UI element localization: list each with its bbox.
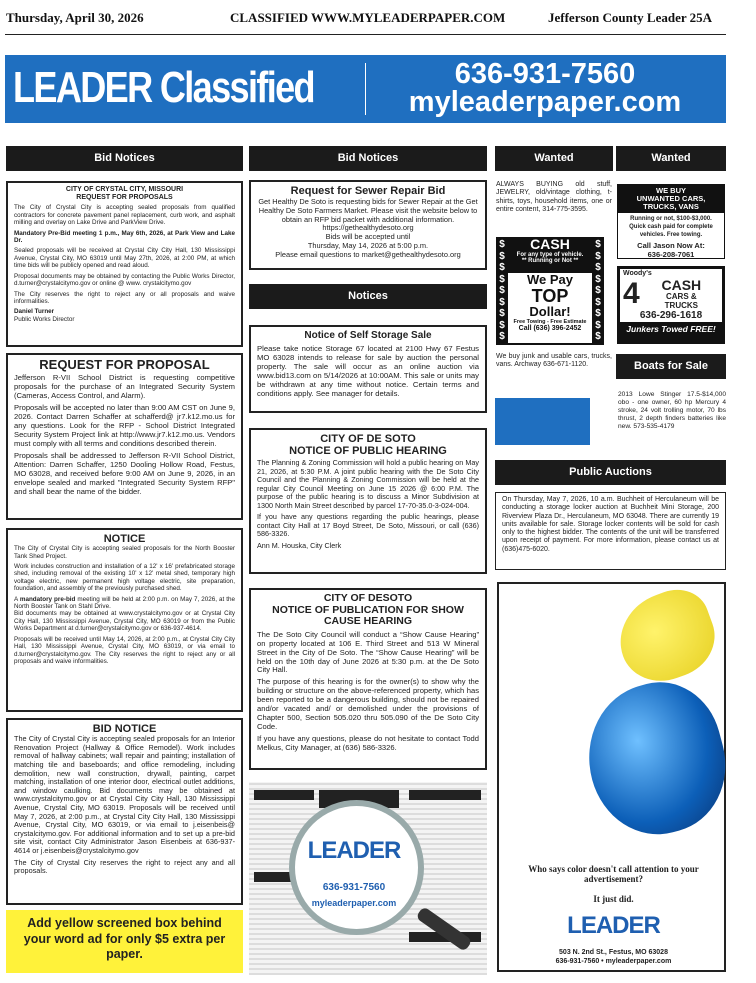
dollar-sign-icons: $ $ $ $ $ $ $ $ $ — [595, 239, 601, 342]
ad-paragraph: Jefferson R-VII School District is requesting competitive proposals for the purchase of an Integrated Security System (Cameras, Access Control, and Alarm). — [14, 373, 235, 401]
ad-line: Running or not, $100-$3,000. Quick cash paid for complete vehicles. Free towing. — [629, 216, 713, 239]
ad-paragraph: Proposals shall be addressed to Jefferson R-VII School District, Attention: Darren Schaffer, 1250 Dooling Hollow Road, Festus, MO 63028, and received before 9:00 AM on June 9, 2026, in an envelope sealed and marked "Integrated Security System RFP" and shall bear the name of the bidder. — [14, 450, 235, 496]
wanted-heading: Wanted — [495, 146, 613, 171]
magnifier-site[interactable]: myleaderpaper.com — [311, 898, 397, 908]
ad-line: Dollar! — [529, 304, 571, 319]
blue-ad-block — [495, 398, 590, 445]
ad-line: UNWANTED CARS, TRUCKS, VANS — [636, 194, 706, 211]
ad-title: BID NOTICE — [92, 723, 157, 735]
paper-page: Jefferson County Leader 25A — [548, 10, 713, 25]
issue-date: Thursday, April 30, 2026 — [6, 10, 144, 25]
ad-line: 4 — [623, 277, 640, 310]
public-auctions-heading: Public Auctions — [495, 460, 726, 485]
ad-paragraph: If you have any questions, please do not hesitate to contact Todd Melkus, City Manager, at (636) 586-3326. — [257, 734, 479, 753]
storage-auction-ad — [495, 492, 726, 570]
signer-role: Public Works Director — [14, 315, 75, 323]
ad-line: CARS & — [666, 292, 697, 301]
ad-phone: Call (636) 396-2452 — [518, 325, 582, 332]
ad-paragraph: Mandatory Pre-Bid meeting 1 p.m., May 6th, 2026, at Park View and Lake Dr. — [14, 229, 235, 245]
ad-paragraph: Proposals will be received until May 14, 2026, at 2:00 p.m., at Crystal City City Hall, 130 Mississippi Avenue, Crystal City, MO 63019, or via email to d.turner@crystalcitymo.gov. The City reserves the right to reject any or all proposals and waive informalities. — [14, 635, 235, 665]
notices-heading: Notices — [249, 284, 487, 309]
section-title: CLASSIFIED WWW.MYLEADERPAPER.COM — [230, 10, 506, 25]
banner-divider — [365, 63, 366, 115]
ad-paragraph: The City of Crystal City reserves the right to reject any and all proposals. — [14, 857, 235, 876]
ad-subtitle: NOTICE OF PUBLICATION FOR SHOW CAUSE HEARING — [272, 603, 464, 628]
banner-site[interactable]: myleaderpaper.com — [408, 86, 682, 118]
ad-paragraph: The City of Crystal City is accepting sealed proposals for an Interior Renovation Project (Hallway & Office Remodel). Work includes removal of hallway cabinets; wall repair and painting; installation of matching tile and baseboards; and office remodeling, including demolition, new wall construction, drywall, painting, carpet matching, installation of one interior door, electrical outlet additions, and window caulking. Bid documents may be obtained at www.crystalcitymo.gov or at Crystal City City Hall, 130 Mississippi Avenue, Crystal City, MO 63019. Proposals will be received until May 7, 2026, at 2:00 p.m., at Crystal City City Hall, 130 Mississippi Avenue, Crystal City, MO 63019, or via email to j.eisenbeis@ crystalcitymo.gov. For additional information and to set up a pre-bid site visit, contact City Administrator Jason Eisenbeis at 636-937-4614 or j.eisenbeis@crystalcitymo.gov — [14, 734, 235, 856]
ad-title: CITY OF DESOTO — [323, 592, 413, 604]
ad-paragraph: The De Soto City Council will conduct a “Show Cause Hearing” on property located at 106 E. Third Street and 513 W Mineral Street in the City of De Soto. The “Show Cause Hearing” will be held on the 10th day of June 2026 at 5:30 p.m. at the De Soto City Hall. — [257, 629, 479, 675]
ad-paragraph: Proposals will be accepted no later than 9:00 AM CST on June 9, 2026. Contact Darren Schaffer at schafferd@ jr7.k12.mo.us for any questions. Look for the RFP - School District Integrated Security System Project link at http://www.jr7.k12.mo.us. Vendors must comply with all terms and conditions described therein. — [14, 403, 235, 448]
wanted-heading: Wanted — [616, 146, 726, 171]
sewer-repair-bid-ad — [249, 180, 487, 270]
yellow-box-promo: Add yellow screened box behind your word ad for only $5 extra per paper. — [6, 910, 243, 973]
ad-line: TOP — [531, 286, 569, 306]
ad-paragraph: The City reserves the right to reject any or all proposals and waive informalities. — [14, 290, 235, 306]
ad-line: WE BUY — [656, 186, 686, 195]
crystal-city-rfp-ad — [6, 181, 243, 347]
boats-for-sale-heading: Boats for Sale — [616, 354, 726, 379]
ad-paragraph: The City of Crystal City is accepting sealed proposals for the North Booster Tank Shed Project. — [14, 545, 235, 560]
desoto-public-hearing-ad — [249, 428, 487, 574]
ad-title: REQUEST FOR PROPOSAL — [39, 357, 210, 372]
ad-paragraph: If you have any questions regarding the public hearings, please contact City Hall at 17 Boyd Street, De Soto, Missouri, or call (636) 586-3326. — [257, 512, 479, 539]
ad-line: Free Towing - Free Estimate — [513, 319, 587, 325]
ad-paragraph: Bid documents may be obtained at www.crystalcitymo.gov or at Crystal City City Hall, 130 Mississippi Avenue, Crystal City, MO 63019 or from the Public Works Department at d.turner@crystalcitymo.gov or 636-937-4614. — [14, 610, 235, 633]
color-ad-question: Who says color doesn't call attention to your advertisement? — [528, 864, 699, 884]
ad-line: For any type of vehicle. — [516, 252, 584, 258]
blue-butterfly-image — [572, 669, 741, 849]
color-ad — [497, 582, 726, 972]
signer-name: Daniel Turner — [14, 308, 55, 316]
self-storage-sale-ad — [249, 325, 487, 413]
ad-paragraph: Please take notice Storage 67 located at 2100 Hwy 67 Festus MO 63028 intends to release for sale by auction the personal property. The sale will occur as an online auction via www.bid13.com on 5/14/2026 at 10:00AM. This sale or units may be withdrawn at any time without notice. Certain terms and conditions apply. See manager for details. — [257, 344, 479, 399]
ad-title: Request for Sewer Repair Bid — [290, 185, 446, 197]
leader-logo: LEADER — [567, 912, 660, 939]
ad-phone: 636-208-7061 — [647, 250, 695, 260]
ad-title: CITY OF CRYSTAL CITY, MISSOURI — [65, 186, 184, 193]
ad-paragraph: Proposal documents may be obtained by contacting the Public Works Director, d.turner@crystalcitymo.gov or online @ www. crystalcitymo.gov — [14, 272, 235, 288]
ad-paragraph: Work includes construction and installation of a 12' x 16' prefabricated storage shed, including removal of the existing 10' x 12' metal shed, temporary high voltage electric, new permanent high voltage electric, site preparation, foundation, and assembly of the previously purchased shed. — [14, 562, 235, 593]
ad-paragraph: The City of Crystal City is accepting sealed proposals from qualified contractors for concrete pavement panel replacement, curb work, and asphalt milling and overlay on Lake Drive and ParkView Drive. — [14, 204, 235, 227]
ad-title: Notice of Self Storage Sale — [304, 330, 432, 341]
color-ad-address: 503 N. 2nd St., Festus, MO 63028 — [559, 949, 668, 956]
header-rule — [5, 34, 726, 35]
ad-paragraph: The Planning & Zoning Commission will hold a public hearing on May 21, 2026, at 5:30 P.M. A joint public hearing with the De Soto City Council and the Planning & Zoning Commission will be held at the regular City Council Meeting on June 15 2026 @ 6:00 P.M. The purpose of the public hearing is to discuss a Minor Subdivision at 1300 North Main Street described by parcel 17-70-35.0-3-024-004. — [257, 458, 479, 510]
ad-line: Bids will be accepted until — [325, 232, 411, 242]
bid-notices-heading: Bid Notices — [249, 146, 487, 171]
yellow-butterfly-image — [607, 580, 725, 692]
color-ad-answer: It just did. — [593, 894, 634, 904]
ad-paragraph: A mandatory pre-bid meeting will be held at 2:00 p.m. on May 7, 2026, at the North Booster Tank on Stahl Drive. — [14, 595, 236, 611]
ad-line: TRUCKS — [664, 301, 699, 310]
cash-for-vehicles-ad — [496, 237, 604, 345]
ad-line: Thursday, May 14, 2026 at 5:00 p.m. — [307, 240, 429, 250]
ad-line: We Pay — [526, 272, 573, 287]
boat-listing: 2013 Lowe Stinger 17.5-$14,000 obo - one owner, 60 hp Mercury 4 stroke, 24 volt trolling motor, 70 lbs thrust, 2 depth finders batteries like new. 573-535-4179 — [618, 391, 726, 430]
always-buying-ad: ALWAYS BUYING old stuff, JEWELRY, old/vintage clothing, t-shirts, toys, household items, one or entire content, 314-775-3595. — [496, 181, 612, 214]
ad-paragraph: Sealed proposals will be received at Crystal City City Hall, 130 Mississippi Avenue, Crystal City, MO 63019 until May 27th, 2026, at 2:00 PM, at which time bids will be publicly opened and read aloud. — [14, 247, 235, 270]
booster-tank-notice — [6, 528, 243, 712]
bid-notices-heading: Bid Notices — [6, 146, 243, 171]
woodys-cash-ad — [617, 266, 725, 344]
ad-paragraph: Get Healthy De Soto is requesting bids for Sewer Repair at the Get Healthy De Soto Farmers Market. Please visit the website below to obtain an RFP bid packet with additional information. https://gethealthydesoto.org — [258, 197, 478, 233]
banner-phone: 636-931-7560 — [454, 58, 636, 90]
ad-line: CASH — [661, 277, 702, 293]
ad-subtitle: REQUEST FOR PROPOSALS — [76, 193, 173, 201]
cash-headline: CASH — [530, 236, 570, 252]
ad-line: Junkers Towed FREE! — [626, 324, 716, 334]
ad-title: CITY OF DE SOTO — [320, 433, 416, 445]
ad-paragraph: Ann M. Houska, City Clerk — [257, 540, 342, 550]
ad-phone: 636-296-1618 — [639, 310, 703, 321]
ad-line: Please email questions to market@gethealthydesoto.org — [275, 249, 461, 259]
dollar-sign-icons: $ $ $ $ $ $ $ $ $ — [499, 239, 505, 342]
junk-cars-ad: We buy junk and usable cars, trucks, vans. Archway 636-671-1120. — [496, 353, 612, 369]
interior-renovation-bid-notice — [6, 718, 243, 905]
leader-logo: LEADER — [307, 837, 401, 864]
banner-title: LEADER Classified — [13, 63, 314, 112]
magnifier-handle — [415, 906, 472, 952]
we-buy-cars-ad — [617, 184, 725, 259]
color-ad-contact: 636-931-7560 • myleaderpaper.com — [555, 958, 672, 965]
magnifier-phone: 636-931-7560 — [322, 882, 386, 893]
ad-title: NOTICE — [103, 533, 146, 545]
ad-line: ** Running or Not ** — [521, 258, 579, 264]
magnifier-ad — [249, 782, 487, 975]
school-rfp-ad — [6, 353, 243, 520]
desoto-show-cause-ad — [249, 588, 487, 770]
magnifying-glass-icon — [289, 800, 424, 935]
ad-paragraph: The purpose of this hearing is for the owner(s) to show why the building or structure on the above-referenced property, which has been reported to be a dangerous building, should not be repaired and/or vacated and/ or demolished under the provisions of Chapter 500, Section 505.020 thru 505.090 of the De Soto City Code. — [257, 677, 479, 732]
classified-banner — [5, 55, 726, 123]
ad-line: Call Jason Now At: — [637, 241, 705, 251]
ad-subtitle: NOTICE OF PUBLIC HEARING — [289, 445, 447, 458]
ad-line: Woody's — [623, 270, 652, 277]
ad-paragraph: On Thursday, May 7, 2026, 10 a.m. Buchheit of Herculaneum will be conducting a storage locker auction at Buchheit Mini Storage, 200 Riverview Plaza Dr., Herculaneum, MO 63048. There are currently 19 units available for sale. Storage locker contents will be sold for cash only to the highest bidder. The contents of the unit will be transferred upon receipt of payment. For more information, please contact us at (636)475-6020. — [502, 496, 719, 553]
